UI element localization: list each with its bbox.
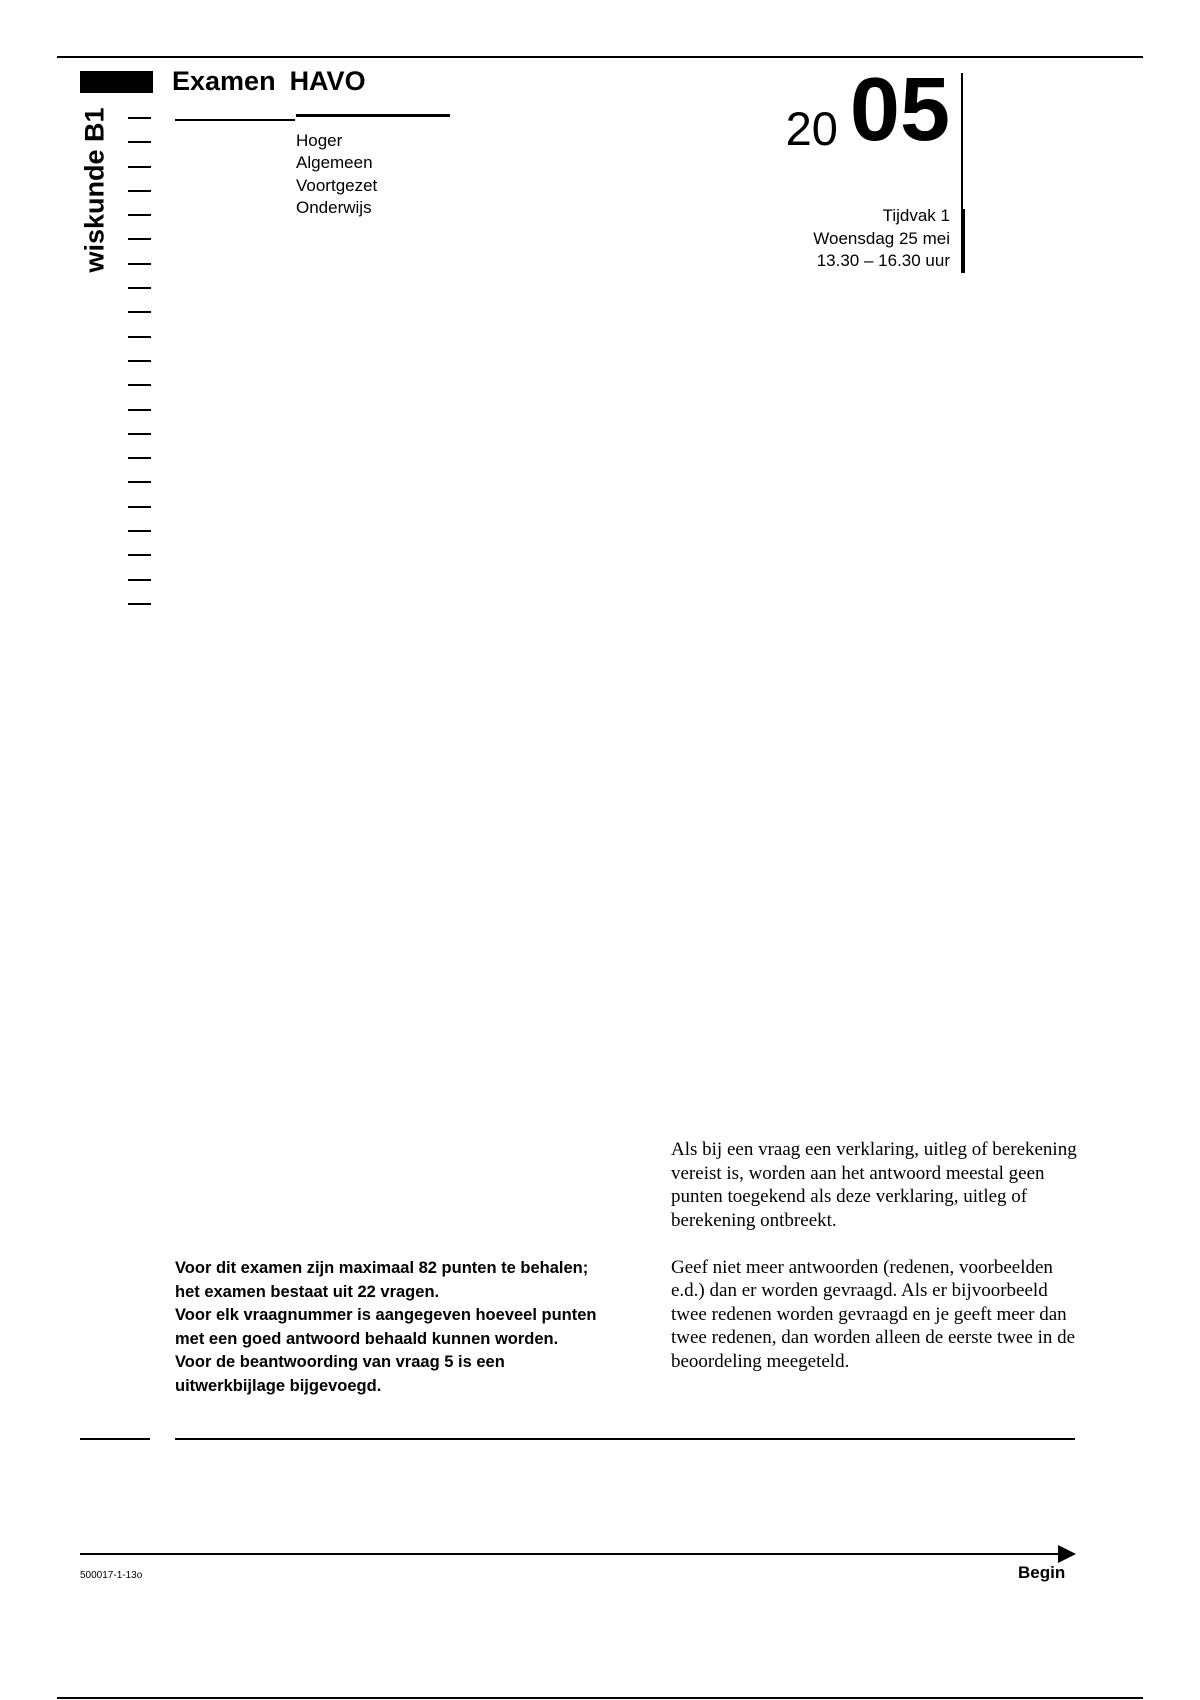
tick-mark [128, 287, 151, 289]
tick-mark [128, 311, 151, 313]
subject-title: wiskunde B1 [79, 107, 110, 273]
session-time: 13.30 – 16.30 uur [816, 251, 950, 270]
tick-mark [128, 238, 151, 240]
tick-mark [128, 190, 151, 192]
tick-mark [128, 530, 151, 532]
tick-mark [128, 263, 151, 265]
exam-year [785, 60, 950, 160]
school-type-line: Onderwijs [296, 197, 372, 217]
tick-mark [128, 166, 151, 168]
guideline-paragraph: Als bij een vraag een verklaring, uitleg of berekening vereist is, worden aan het antwoord meestal geen punten toegekend als deze verklaring, uitleg of berekening ontbreekt. [671, 1139, 1077, 1231]
tick-mark [128, 409, 151, 411]
answering-guidelines [671, 1138, 1081, 1373]
title-underline [175, 119, 295, 121]
session-date: Woensdag 25 mei [813, 228, 950, 248]
subject-bar [80, 71, 153, 93]
tick-mark [128, 336, 151, 338]
arrow-right-icon [1058, 1545, 1076, 1563]
session-divider [961, 209, 965, 273]
instruction-paragraph: Voor dit examen zijn maximaal 82 punten te behalen; het examen bestaat uit 22 vragen. [175, 1259, 589, 1301]
tick-mark [128, 603, 151, 605]
tick-mark [128, 214, 151, 216]
tick-mark [128, 506, 151, 508]
tick-mark [128, 141, 151, 143]
school-type-line: Algemeen [296, 153, 373, 173]
tick-mark [128, 457, 151, 459]
exam-level: HAVO [289, 66, 366, 96]
year-suffix: 05 [849, 60, 950, 160]
school-type-line: Hoger [296, 131, 343, 150]
level-underline [296, 114, 450, 117]
section-separator [80, 1438, 150, 1440]
instruction-paragraph: Voor de beantwoording van vraag 5 is een uitwerkbijlage bijgevoegd. [175, 1353, 505, 1395]
bottom-rule [57, 1697, 1143, 1699]
session-tijdvak: Tijdvak 1 [882, 206, 950, 225]
guideline-paragraph: Geef niet meer antwoorden (redenen, voorbeelden e.d.) dan er worden gevraagd. Als er bijvoorbeeld twee redenen worden gevraagd en je geeft meer dan twee redenen, dan worden alleen de eerste twee in de beoordeling meegeteld. [671, 1256, 1076, 1372]
tick-mark [128, 360, 151, 362]
tick-mark [128, 384, 151, 386]
school-type-line: Voortgezet [296, 175, 378, 195]
year-prefix: 20 [785, 102, 838, 155]
tick-mark [128, 579, 151, 581]
instruction-paragraph: Voor elk vraagnummer is aangegeven hoeveel punten met een goed antwoord behaald kunnen worden. [175, 1306, 597, 1348]
section-separator [175, 1438, 1075, 1440]
session-info [813, 205, 950, 273]
margin-tick-marks [128, 117, 152, 627]
exam-label: Examen [172, 66, 276, 96]
begin-arrow [80, 1553, 1070, 1555]
tick-mark [128, 554, 151, 556]
exam-title [172, 66, 366, 97]
school-type-list [296, 130, 377, 219]
tick-mark [128, 481, 151, 483]
document-code: 500017-1-13o [80, 1570, 143, 1581]
tick-mark [128, 433, 151, 435]
top-rule [57, 56, 1143, 58]
begin-label: Begin [1018, 1563, 1066, 1582]
general-instructions [175, 1257, 615, 1398]
tick-mark [128, 117, 151, 119]
